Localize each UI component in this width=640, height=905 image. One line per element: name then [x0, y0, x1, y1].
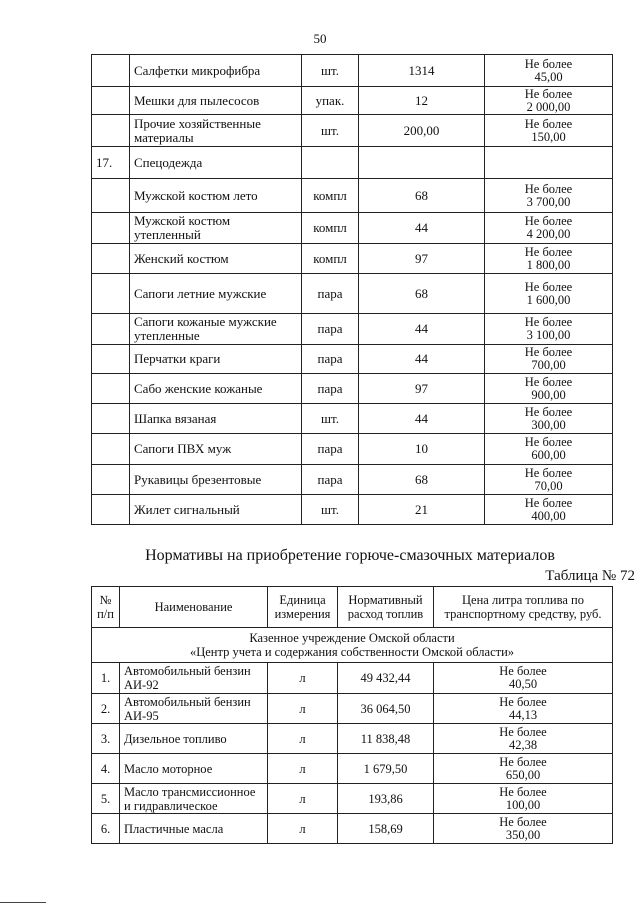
table-row: [92, 274, 613, 314]
price-limit-label: Не более: [499, 664, 547, 678]
fuel-norm: 1 679,50: [338, 754, 434, 784]
fuel-unit: л: [268, 663, 338, 694]
table-row: [92, 147, 613, 179]
table-row: [92, 345, 613, 374]
header-row: [92, 587, 613, 628]
price-limit-label: Не более: [524, 495, 573, 510]
price-limit-label: Не более: [524, 374, 573, 389]
org-line-2: «Центр учета и содержания собственности Омской области»: [189, 645, 515, 659]
row-number: [92, 434, 130, 465]
item-unit: компл: [302, 179, 359, 213]
row-number: 17.: [92, 147, 130, 179]
item-unit: компл: [302, 244, 359, 274]
price-limit-label: Не более: [524, 435, 573, 449]
fuel-unit: л: [268, 814, 338, 844]
header-num: № п/п: [92, 587, 120, 628]
fuel-price: [434, 663, 613, 694]
item-price: [485, 55, 613, 87]
table-row: [92, 87, 613, 115]
fuel-norm: 11 838,48: [338, 724, 434, 754]
item-price: [485, 495, 613, 525]
item-quantity: 68: [359, 465, 485, 495]
fuel-price: [434, 784, 613, 814]
fuel-price: [434, 724, 613, 754]
row-number: 6.: [92, 814, 120, 844]
table-row: [92, 663, 613, 694]
header-unit: Единица измерения: [268, 587, 338, 628]
price-value: 70,00: [534, 478, 563, 493]
price-value: 100,00: [505, 797, 541, 812]
fuel-table: [91, 586, 613, 844]
row-number: 1.: [92, 663, 120, 694]
row-number: [92, 244, 130, 274]
price-limit-label: Не более: [524, 181, 573, 196]
price-value: 700,00: [531, 358, 566, 372]
price-limit-label: Не более: [499, 724, 547, 739]
item-unit: пара: [302, 434, 359, 465]
fuel-price: [434, 694, 613, 724]
price-value: 600,00: [531, 448, 566, 462]
footnote-rule: [0, 902, 46, 903]
row-number: [92, 87, 130, 115]
fuel-norm: 36 064,50: [338, 694, 434, 724]
item-name: Мужской костюм лето: [130, 179, 302, 213]
fuel-norm: 158,69: [338, 814, 434, 844]
org-cell: [92, 628, 613, 663]
table-row: [92, 694, 613, 724]
table-row: [92, 314, 613, 345]
row-number: [92, 213, 130, 244]
price-limit-label: Не более: [499, 694, 547, 709]
price-value: 300,00: [531, 417, 566, 432]
price-value: 40,50: [508, 677, 538, 691]
fuel-name: Автомобильный бензин АИ-95: [120, 694, 268, 724]
item-quantity: [359, 147, 485, 179]
item-quantity: 97: [359, 374, 485, 404]
row-number: [92, 115, 130, 147]
price-value: 3 100,00: [526, 328, 571, 342]
item-quantity: 21: [359, 495, 485, 525]
item-name: Салфетки микрофибра: [130, 55, 302, 87]
item-name: Рукавицы брезентовые: [130, 465, 302, 495]
fuel-unit: л: [268, 724, 338, 754]
price-value: 150,00: [531, 129, 566, 144]
item-name: Сапоги летние мужские: [130, 274, 302, 314]
item-quantity: 44: [359, 213, 485, 244]
row-number: 3.: [92, 724, 120, 754]
table-row: [92, 213, 613, 244]
price-value: 1 600,00: [526, 292, 571, 307]
fuel-name: Масло трансмиссионное и гидравлическое: [120, 784, 268, 814]
item-unit: пара: [302, 274, 359, 314]
row-number: 5.: [92, 784, 120, 814]
org-line-1: Казенное учреждение Омской области: [249, 631, 455, 645]
page-number: 50: [313, 31, 327, 46]
org-row: [92, 628, 613, 663]
item-unit: шт.: [302, 404, 359, 434]
price-value: 2 000,00: [526, 99, 571, 114]
price-limit-label: Не более: [524, 86, 573, 101]
item-quantity: 1314: [359, 55, 485, 87]
table-row: [92, 374, 613, 404]
item-unit: пара: [302, 465, 359, 495]
item-price: [485, 345, 613, 374]
table-row: [92, 724, 613, 754]
header-norm: Нормативный расход топлив: [338, 587, 434, 628]
price-value: 350,00: [505, 827, 541, 842]
fuel-unit: л: [268, 694, 338, 724]
item-name: Сабо женские кожаные: [130, 374, 302, 404]
item-unit: шт.: [302, 55, 359, 87]
price-value: 45,00: [534, 69, 563, 84]
row-number: [92, 55, 130, 87]
item-unit: шт.: [302, 115, 359, 147]
table-row: [92, 754, 613, 784]
table-row: [92, 495, 613, 525]
item-quantity: 44: [359, 345, 485, 374]
supplies-table: [91, 54, 613, 525]
price-value: 42,38: [508, 737, 538, 752]
price-limit-label: Не более: [499, 784, 547, 799]
row-number: [92, 404, 130, 434]
item-unit: шт.: [302, 495, 359, 525]
fuel-unit: л: [268, 784, 338, 814]
item-price: [485, 434, 613, 465]
price-value: 650,00: [505, 767, 541, 782]
item-price: [485, 274, 613, 314]
item-quantity: 68: [359, 274, 485, 314]
item-name: Шапка вязаная: [130, 404, 302, 434]
item-quantity: 44: [359, 314, 485, 345]
price-limit-label: Не более: [524, 279, 573, 294]
item-unit: компл: [302, 213, 359, 244]
price-value: 900,00: [531, 387, 566, 402]
item-unit: пара: [302, 314, 359, 345]
price-value: 1 800,00: [526, 257, 571, 272]
item-name: Жилет сигнальный: [130, 495, 302, 525]
item-price: [485, 147, 613, 179]
item-name: Прочие хозяйственные материалы: [130, 115, 302, 147]
price-value: 3 700,00: [526, 194, 571, 209]
table-row: [92, 434, 613, 465]
fuel-name: Пластичные масла: [120, 814, 268, 844]
item-quantity: 44: [359, 404, 485, 434]
item-name: Сапоги кожаные мужские утепленные: [130, 314, 302, 345]
table-label: Таблица № 72: [545, 568, 635, 584]
fuel-name: Масло моторное: [120, 754, 268, 784]
price-value: 4 200,00: [526, 227, 571, 241]
item-name: Женский костюм: [130, 244, 302, 274]
table-row: [92, 55, 613, 87]
table-row: [92, 784, 613, 814]
item-quantity: 68: [359, 179, 485, 213]
table-row: [92, 404, 613, 434]
fuel-norm: 49 432,44: [338, 663, 434, 694]
item-price: [485, 404, 613, 434]
row-number: [92, 179, 130, 213]
item-name: Мужской костюм утепленный: [130, 213, 302, 244]
item-price: [485, 213, 613, 244]
table-row: [92, 179, 613, 213]
item-name: Перчатки краги: [130, 345, 302, 374]
item-unit: [302, 147, 359, 179]
fuel-name: Автомобильный бензин АИ-92: [120, 663, 268, 694]
item-quantity: 12: [359, 87, 485, 115]
price-limit-label: Не более: [524, 404, 573, 419]
header-price: Цена литра топлива по транспортному средству, руб.: [434, 587, 613, 628]
table-row: [92, 115, 613, 147]
item-unit: упак.: [302, 87, 359, 115]
row-number: [92, 314, 130, 345]
item-quantity: 10: [359, 434, 485, 465]
item-price: [485, 465, 613, 495]
price-limit-label: Не более: [524, 465, 573, 480]
table-row: [92, 465, 613, 495]
price-value: 400,00: [531, 508, 566, 523]
row-number: [92, 495, 130, 525]
row-number: [92, 345, 130, 374]
table-row: [92, 244, 613, 274]
item-price: [485, 374, 613, 404]
price-limit-label: Не более: [524, 244, 573, 259]
item-price: [485, 179, 613, 213]
fuel-price: [434, 754, 613, 784]
price-limit-label: Не более: [499, 754, 547, 769]
price-limit-label: Не более: [524, 345, 573, 359]
item-unit: пара: [302, 345, 359, 374]
fuel-norm: 193,86: [338, 784, 434, 814]
fuel-name: Дизельное топливо: [120, 724, 268, 754]
item-price: [485, 115, 613, 147]
price-limit-label: Не более: [499, 814, 547, 829]
fuel-price: [434, 814, 613, 844]
row-number: 2.: [92, 694, 120, 724]
row-number: [92, 374, 130, 404]
price-limit-label: Не более: [524, 56, 573, 71]
fuel-unit: л: [268, 754, 338, 784]
item-price: [485, 87, 613, 115]
price-value: 44,13: [508, 707, 538, 722]
item-name: Мешки для пылесосов: [130, 87, 302, 115]
price-limit-label: Не более: [524, 116, 573, 131]
item-quantity: 200,00: [359, 115, 485, 147]
header-name: Наименование: [120, 587, 268, 628]
item-unit: пара: [302, 374, 359, 404]
price-limit-label: Не более: [524, 214, 573, 228]
item-price: [485, 244, 613, 274]
item-price: [485, 314, 613, 345]
row-number: 4.: [92, 754, 120, 784]
row-number: [92, 274, 130, 314]
item-quantity: 97: [359, 244, 485, 274]
item-name: Спецодежда: [130, 147, 302, 179]
row-number: [92, 465, 130, 495]
table-row: [92, 814, 613, 844]
price-limit-label: Не более: [524, 315, 573, 329]
section-title: Нормативы на приобретение горюче-смазочных материалов: [145, 547, 555, 564]
item-name: Сапоги ПВХ муж: [130, 434, 302, 465]
